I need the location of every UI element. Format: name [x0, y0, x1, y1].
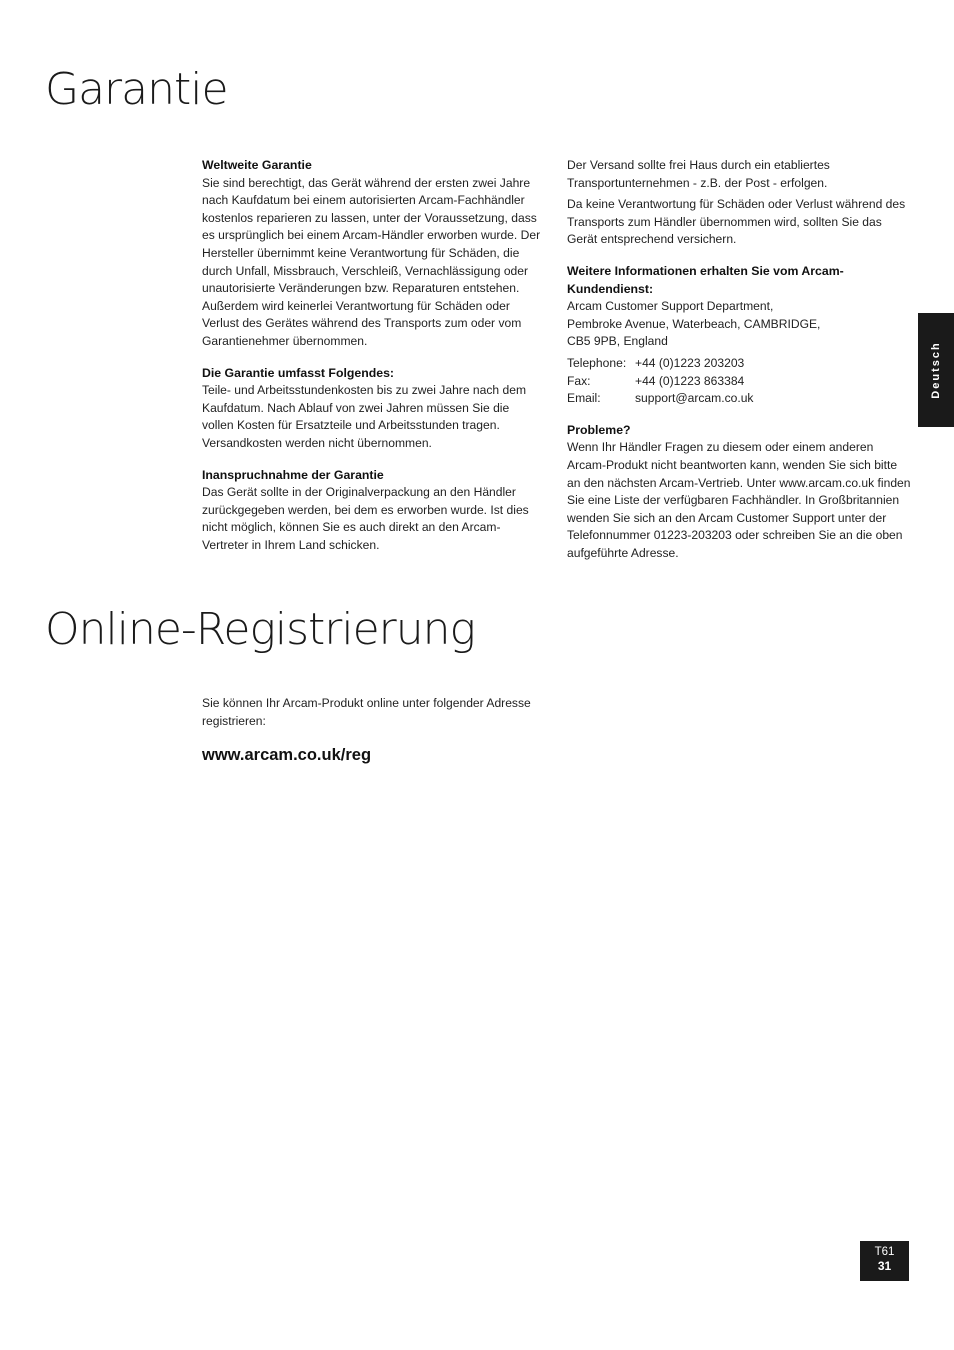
contact-label: Telephone: [567, 355, 627, 370]
warranty-claim-section [202, 467, 542, 555]
address-line: Arcam Customer Support Department, [567, 299, 774, 314]
language-tab-label: Deutsch [930, 341, 942, 399]
worldwide-warranty-section [202, 157, 542, 351]
contact-label: Fax: [567, 373, 591, 388]
section-heading: Probleme? [567, 422, 631, 437]
address-line: Pembroke Avenue, Waterbeach, CAMBRIDGE, [567, 316, 821, 331]
shipping-paragraph-2: Da keine Verantwortung für Schäden oder Verlust während des Transports zum Händler übernommen wird, sollten Sie das Gerät entsprechend versichern. [567, 197, 906, 247]
registration-title: Online-Registrierung [45, 604, 475, 655]
section-text: Sie sind berechtigt, das Gerät während der ersten zwei Jahre nach Kaufdatum bei einem autorisierten Arcam-Fachhändler kostenlos reparieren zu lassen, unter der Voraussetzung, dass es ursprünglich bei einem Arcam-Händler erworben wurde. Der Hersteller übernimmt keine Verantwortung für Schäden, die durch Unfall, Missbrauch, Verschleiß, Vernachlässigung oder unautorisierte Veränderungen bzw. Reparaturen entstehen. Außerdem wird keinerlei Verantwortung für Schäden oder Verlust des Gerätes während des Transports zum oder vom Garantienehmer übernommen. [202, 175, 541, 348]
address-line: CB5 9PB, England [567, 334, 668, 349]
contact-value: +44 (0)1223 203203 [635, 355, 745, 370]
contact-value: +44 (0)1223 863384 [635, 373, 745, 388]
warranty-right-column [567, 157, 912, 576]
registration-paragraph: Sie können Ihr Arcam-Produkt online unter folgender Adresse registrieren: [202, 696, 531, 728]
section-heading: Inanspruchnahme der Garantie [202, 467, 384, 482]
registration-url-link[interactable]: www.arcam.co.uk/reg [202, 746, 372, 764]
contact-table [567, 355, 753, 408]
contact-row-email [567, 390, 753, 408]
model-number: T61 [874, 1246, 895, 1258]
section-text: Wenn Ihr Händler Fragen zu diesem oder einem anderen Arcam-Produkt nicht beantworten kann, wenden Sie sich bitte an den nächsten Arcam-Vertrieb. Unter www.arcam.co.uk finden Sie eine Liste der verfügbaren Fachhändler. In Großbritannien wenden Sie sich an den Arcam Customer Support unter der Telefonnummer 01223-203203 oder schreiben Sie an die oben aufgeführte Adresse. [567, 440, 911, 560]
page-number: 31 [877, 1259, 892, 1273]
section-text: Teile- und Arbeitsstundenkosten bis zu zwei Jahre nach dem Kaufdatum. Nach Ablauf von zwei Jahren müssen Sie die vollen Kosten für Ersatzteile und Arbeitsstunden tragen. Versandkosten werden nicht übernommen. [202, 383, 527, 450]
problems-section [567, 422, 912, 563]
section-text: Das Gerät sollte in der Originalverpackung an den Händler zurückgegeben werden, bei dem es erworben wurde. Ist dies nicht möglich, können Sie es auch direkt an den Arcam-Vertreter in Ihrem Land schicken. [202, 485, 529, 552]
customer-support-section [567, 263, 912, 408]
contact-row-telephone [567, 355, 753, 373]
registration-text [202, 695, 542, 730]
page-number-box [860, 1241, 909, 1281]
language-tab [918, 313, 954, 427]
section-heading: Weltweite Garantie [202, 158, 312, 172]
contact-label: Email: [567, 391, 601, 406]
section-heading: Die Garantie umfasst Folgendes: [202, 365, 395, 380]
warranty-coverage-section [202, 365, 542, 453]
section-heading: Weitere Informationen erhalten Sie vom Arcam-Kundendienst: [567, 263, 844, 296]
warranty-title: Garantie [45, 64, 228, 115]
contact-value: support@arcam.co.uk [635, 391, 754, 406]
warranty-left-column [202, 157, 542, 568]
contact-row-fax [567, 373, 753, 391]
shipping-paragraph-1: Der Versand sollte frei Haus durch ein etabliertes Transportunternehmen - z.B. der Post - erfolgen. [567, 158, 830, 190]
